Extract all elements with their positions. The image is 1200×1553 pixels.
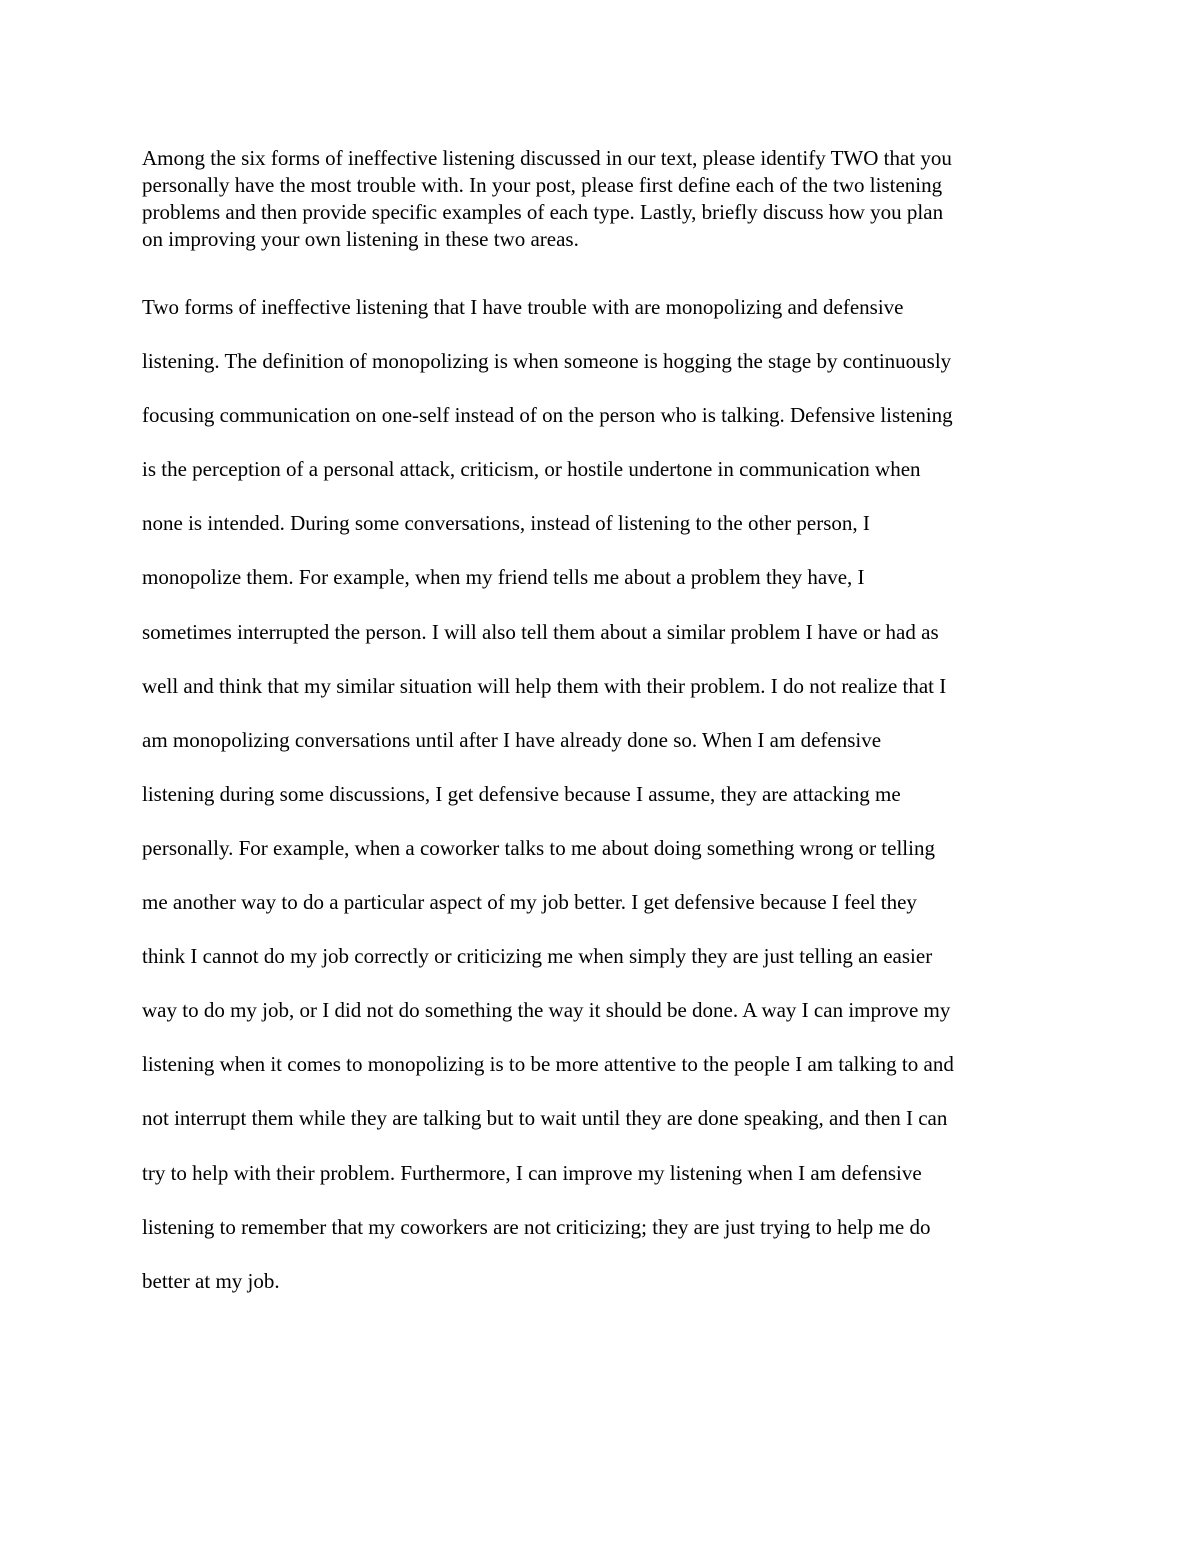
response-line: sometimes interrupted the person. I will also tell them about a similar problem I have or had as — [142, 619, 939, 644]
response-line: way to do my job, or I did not do something the way it should be done. A way I can improve my — [142, 998, 951, 1023]
response-line: listening during some discussions, I get defensive because I assume, they are attacking me — [142, 781, 901, 806]
response-line: listening when it comes to monopolizing is to be more attentive to the people I am talking to and — [142, 1052, 954, 1077]
response-line: monopolize them. For example, when my friend tells me about a problem they have, I — [142, 565, 865, 590]
prompt-line: personally have the most trouble with. In your post, please first define each of the two listening — [142, 173, 943, 197]
response-line: is the perception of a personal attack, criticism, or hostile undertone in communication when — [142, 457, 921, 482]
response-line: Two forms of ineffective listening that I have trouble with are monopolizing and defensive — [142, 295, 904, 319]
response-line: personally. For example, when a coworker talks to me about doing something wrong or telling — [142, 835, 935, 860]
response-line: think I cannot do my job correctly or criticizing me when simply they are just telling an easier — [142, 944, 933, 969]
prompt-line: Among the six forms of ineffective listening discussed in our text, please identify TWO that you — [142, 146, 952, 170]
response-line: focusing communication on one-self instead of on the person who is talking. Defensive listening — [142, 403, 953, 428]
response-line: not interrupt them while they are talking but to wait until they are done speaking, and then I can — [142, 1106, 948, 1131]
response-line: well and think that my similar situation will help them with their problem. I do not realize that I — [142, 673, 947, 698]
assignment-prompt — [142, 145, 1057, 253]
response-line: listening to remember that my coworkers are not criticizing; they are just trying to help me do — [142, 1214, 931, 1239]
response-line: me another way to do a particular aspect of my job better. I get defensive because I feel they — [142, 890, 917, 915]
response-line: none is intended. During some conversations, instead of listening to the other person, I — [142, 511, 870, 536]
response-paragraph — [142, 280, 1067, 1308]
response-line: better at my job. — [142, 1268, 280, 1293]
response-line: try to help with their problem. Furthermore, I can improve my listening when I am defensive — [142, 1160, 922, 1185]
prompt-line: on improving your own listening in these two areas. — [142, 227, 579, 251]
prompt-line: problems and then provide specific examples of each type. Lastly, briefly discuss how you plan — [142, 200, 944, 224]
response-line: listening. The definition of monopolizing is when someone is hogging the stage by continuously — [142, 349, 952, 374]
response-line: am monopolizing conversations until after I have already done so. When I am defensive — [142, 727, 882, 752]
